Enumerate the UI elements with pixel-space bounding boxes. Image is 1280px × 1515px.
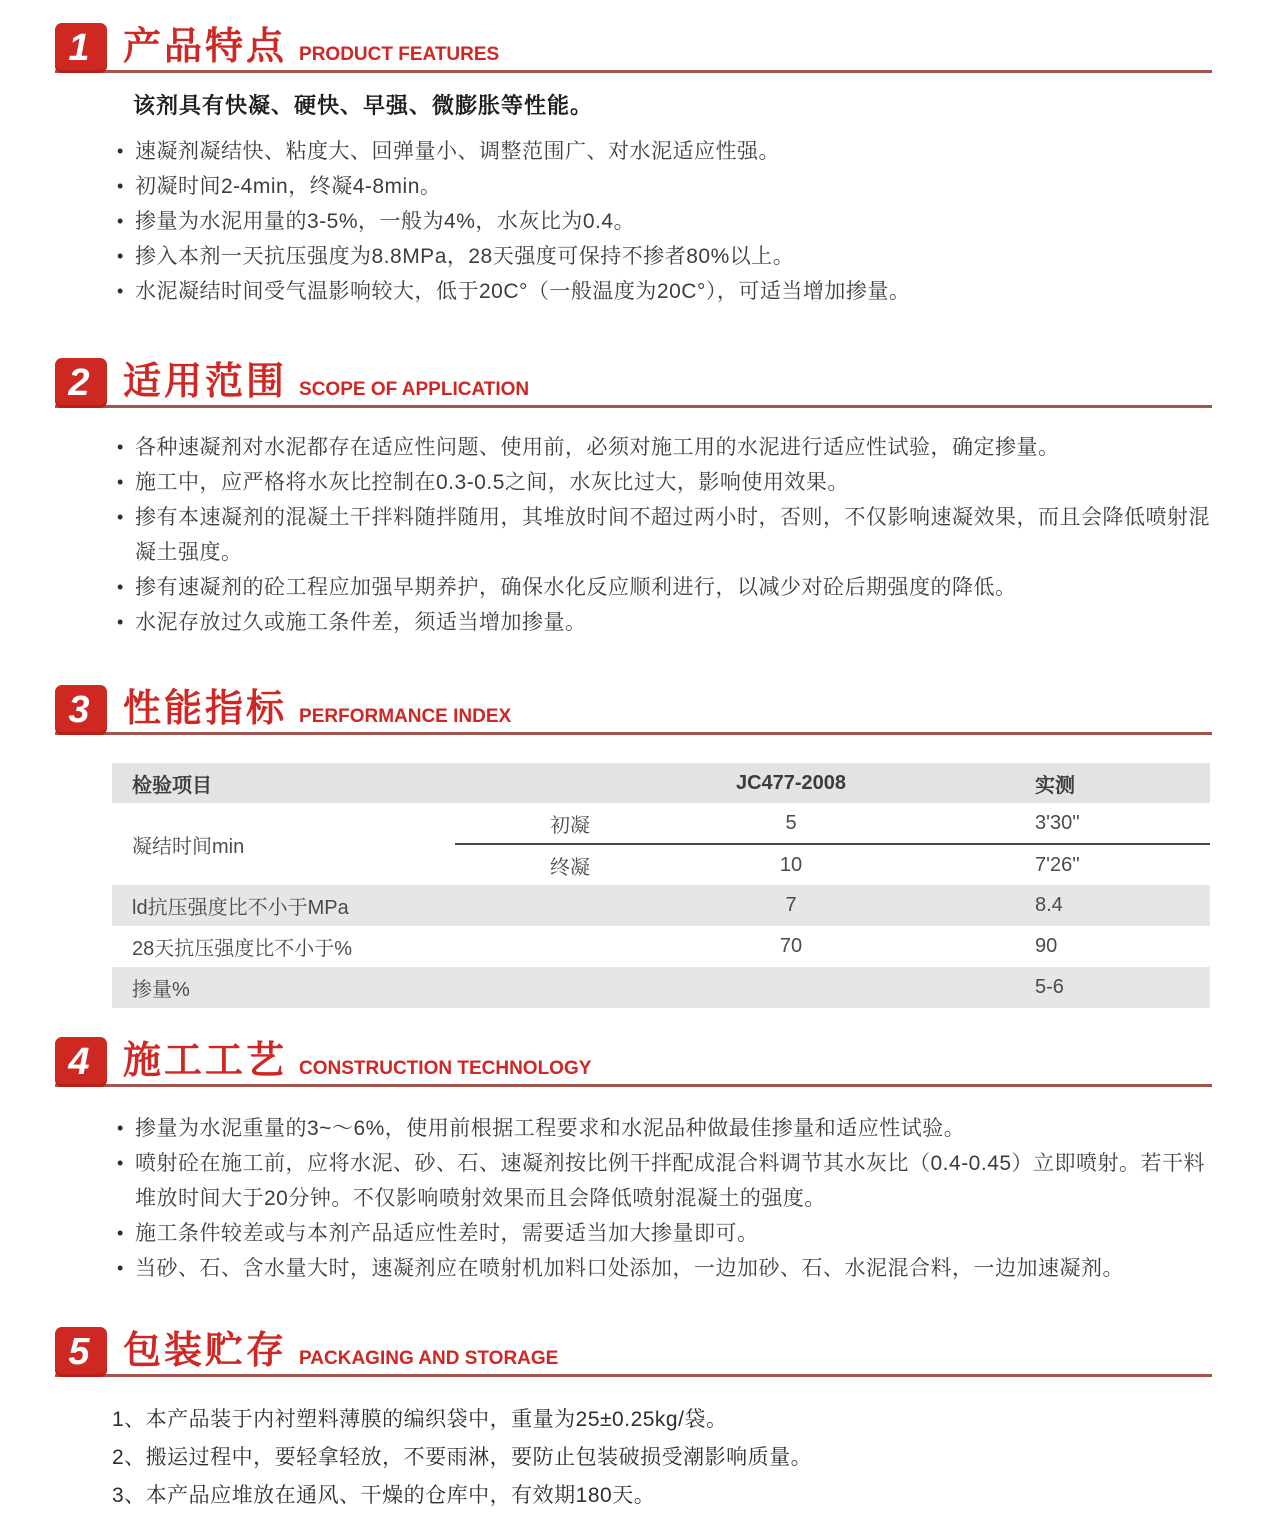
construction-bullet: • 当砂、石、含水量大时，速凝剂应在喷射机加料口处添加，一边加砂、石、水泥混合料，一边加速凝剂。 [117, 1251, 1212, 1286]
construction-bullet-list [117, 1111, 1212, 1286]
setting-time-label: 凝结时间min [132, 835, 245, 858]
section-performance-index [55, 682, 1212, 1008]
section-number-badge [55, 1037, 107, 1087]
measured-value: 7'26'' [1035, 853, 1080, 876]
section-title-en: SCOPE OF APPLICATION [299, 379, 530, 400]
section-title-zh: 产品特点 [123, 26, 288, 68]
measured-value: 90 [1035, 935, 1058, 957]
section-product-features [55, 20, 1212, 309]
scope-bullet: • 施工中，应严格将水灰比控制在0.3-0.5之间，水灰比过大，影响使用效果。 [117, 465, 1212, 500]
test-item-label: 28天抗压强度比不小于% [132, 938, 353, 960]
section-number: 2 [68, 362, 90, 404]
table-row [112, 885, 1210, 926]
section-header [55, 682, 1212, 735]
measured-value: 3'30'' [897, 803, 1210, 844]
feature-bullet: • 初凝时间2-4min，终凝4-8min。 [117, 169, 1212, 204]
table-header-measured: 实测 [1035, 774, 1075, 797]
section-title-en: PACKAGING AND STORAGE [299, 1348, 559, 1369]
section-title-zh: 适用范围 [123, 361, 288, 403]
section-header [55, 355, 1212, 408]
test-item-label: ld抗压强度比不小于MPa [132, 897, 349, 919]
features-intro: 该剂具有快凝、硬快、早强、微膨胀等性能。 [133, 93, 594, 118]
section-title-zh: 包装贮存 [123, 1330, 288, 1372]
packaging-item: 3、本产品应堆放在通风、干燥的仓库中，有效期180天。 [112, 1484, 656, 1507]
jc-value: 5 [685, 803, 897, 844]
section-scope-of-application [55, 355, 1212, 640]
section-header [55, 1034, 1212, 1087]
section-construction-technology [55, 1034, 1212, 1286]
jc-value: 70 [779, 935, 803, 957]
table-row [112, 926, 1210, 967]
section-number: 5 [68, 1331, 90, 1373]
section-number: 4 [68, 1041, 90, 1083]
feature-bullet: • 水泥凝结时间受气温影响较大，低于20C°（一般温度为20C°），可适当增加掺量。 [117, 274, 1212, 309]
scope-bullet: • 各种速凝剂对水泥都存在适应性问题、使用前，必须对施工用的水泥进行适应性试验，确定掺量。 [117, 430, 1212, 465]
section-header [55, 1324, 1212, 1377]
section-title-en: CONSTRUCTION TECHNOLOGY [299, 1058, 592, 1079]
test-item-label: 掺量% [132, 979, 190, 1001]
table-header-item: 检验项目 [132, 774, 212, 797]
section-number-badge [55, 23, 107, 73]
construction-bullet: • 施工条件较差或与本剂产品适应性差时，需要适当加大掺量即可。 [117, 1216, 1212, 1251]
section-number: 3 [68, 689, 90, 731]
jc-value: 7 [785, 894, 797, 916]
section-title-zh: 施工工艺 [123, 1040, 288, 1082]
section-title-zh: 性能指标 [123, 688, 288, 730]
table-row [112, 967, 1210, 1008]
jc-value [685, 967, 897, 1008]
table-row [112, 803, 1210, 844]
construction-bullet: • 喷射砼在施工前，应将水泥、砂、石、速凝剂按比例干拌配成混合料调节其水灰比（0.4-0.45）立即喷射。若干料堆放时间大于20分钟。不仅影响喷射效果而且会降低喷射混凝土的强度。 [117, 1146, 1212, 1216]
packaging-item-list [112, 1401, 1212, 1515]
setting-time-sub: 终凝 [550, 856, 590, 879]
packaging-item: 2、搬运过程中，要轻拿轻放，不要雨淋，要防止包装破损受潮影响质量。 [112, 1446, 813, 1469]
packaging-item: 1、本产品装于内衬塑料薄膜的编织袋中，重量为25±0.25kg/袋。 [112, 1408, 728, 1431]
section-number: 1 [68, 27, 90, 69]
measured-value: 8.4 [1035, 894, 1063, 916]
section-packaging-and-storage [55, 1324, 1212, 1515]
section-title-en: PRODUCT FEATURES [299, 44, 500, 65]
section-title-en: PERFORMANCE INDEX [299, 706, 512, 727]
section-header [55, 20, 1212, 73]
setting-time-sub: 初凝 [455, 803, 685, 844]
document-page [55, 0, 1212, 1515]
feature-bullet: • 掺量为水泥用量的3-5%，一般为4%，水灰比为0.4。 [117, 204, 1212, 239]
feature-bullet: • 速凝剂凝结快、粘度大、回弹量小、调整范围广、对水泥适应性强。 [117, 134, 1212, 169]
performance-index-table [112, 763, 1210, 1008]
section-number-badge [55, 358, 107, 408]
scope-bullet: • 掺有速凝剂的砼工程应加强早期养护，确保水化反应顺利进行，以减少对砼后期强度的降低。 [117, 570, 1212, 605]
feature-bullet: • 掺入本剂一天抗压强度为8.8MPa，28天强度可保持不掺者80%以上。 [117, 239, 1212, 274]
section-number-badge [55, 685, 107, 735]
jc-value: 10 [779, 853, 803, 876]
scope-bullet: • 掺有本速凝剂的混凝土干拌料随拌随用，其堆放时间不超过两小时，否则，不仅影响速凝效果，而且会降低喷射混凝土强度。 [117, 500, 1212, 570]
construction-bullet: • 掺量为水泥重量的3~～6%，使用前根据工程要求和水泥品种做最佳掺量和适应性试验。 [117, 1111, 1212, 1146]
table-header-jc: JC477-2008 [735, 771, 847, 794]
table-header-row [112, 763, 1210, 803]
scope-bullet: • 水泥存放过久或施工条件差，须适当增加掺量。 [117, 605, 1212, 640]
measured-value: 5-6 [1035, 976, 1064, 998]
scope-bullet-list [117, 430, 1212, 640]
section-number-badge [55, 1327, 107, 1377]
features-bullet-list [117, 134, 1212, 309]
